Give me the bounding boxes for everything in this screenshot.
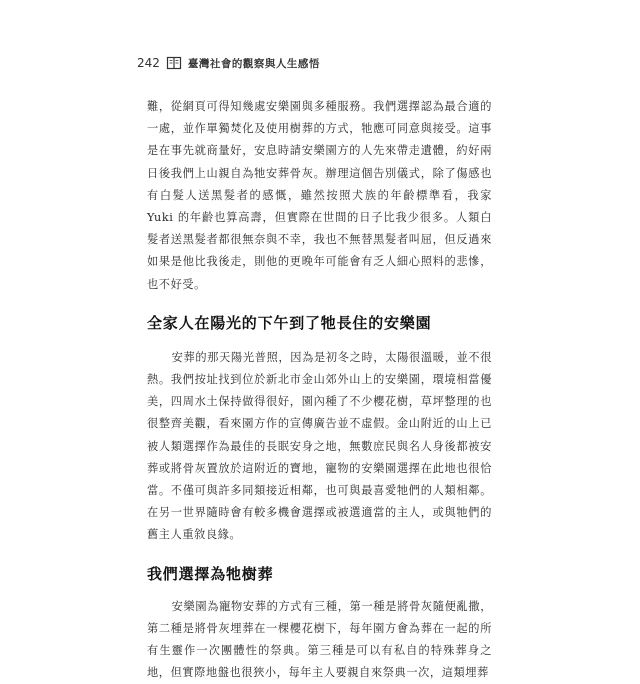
running-title: 臺灣社會的觀察與人生感悟: [187, 57, 320, 70]
paragraph-burial-methods: 安樂園為寵物安葬的方式有三種，第一種是將骨灰隨便亂撒，第二種是將骨灰埋葬在一棵櫻花樹下，每年園方會為葬在一起的所有生靈作一次團體性的祭典。第三種是可以有私自的特殊葬身之地，但實際地盤也很狹小，每年主人要親自來祭典一次，這類埋葬: [147, 599, 492, 680]
section-heading-tree-burial: 我們選擇為牠樹葬: [147, 564, 274, 583]
section-heading-cemetery-visit: 全家人在陽光的下午到了牠長住的安樂園: [147, 313, 432, 332]
paragraph-continued: 難，從網頁可得知幾處安樂園與多種服務。我們選擇認為最合適的一處，並作單獨焚化及使用樹葬的方式，牠應可同意與接受。這事是在事先就商量好，安息時請安樂園方的人先來帶走遺體，約好兩日後我們上山親自為牠安葬骨灰。辦理這個告別儀式，除了傷感也有白髮人送黑髮者的感慨，雖然按照犬族的年齡標準看，我家 Yuki 的年齡也算高壽，但實際在世間的日子比我少很多。人類白髮者送黑髮者都很無奈與不幸，我也不無替黑髮者叫屈，但反過來如果是他比我後走，則他的更晚年可能會有乏人細心照料的悲慘，也不好受。: [147, 100, 492, 291]
page-number: 242: [137, 56, 160, 70]
page-header: [137, 52, 517, 74]
page-body: [147, 96, 492, 684]
paragraph-burial-day: 安葬的那天陽光普照，因為是初冬之時，太陽很溫暖，並不很熱。我們按址找到位於新北市金山郊外山上的安樂園，環境相當優美，四周水土保持做得很好，園內種了不少櫻花樹，草坪整理的也很整齊美觀，看來園方作的宣傳廣告並不虛假。金山附近的山上已被人類選擇作為最佳的長眠安身之地，無數庶民與名人身後都被安葬或將骨灰置放於這附近的寶地，寵物的安樂園選擇在此地也很恰當。不僅可與許多同類接近相鄰，也可與最喜愛牠們的人類相鄰。在另一世界隨時會有較多機會選擇或被選適當的主人，或與牠們的舊主人重敘良緣。: [147, 350, 492, 542]
book-icon: [166, 55, 182, 71]
